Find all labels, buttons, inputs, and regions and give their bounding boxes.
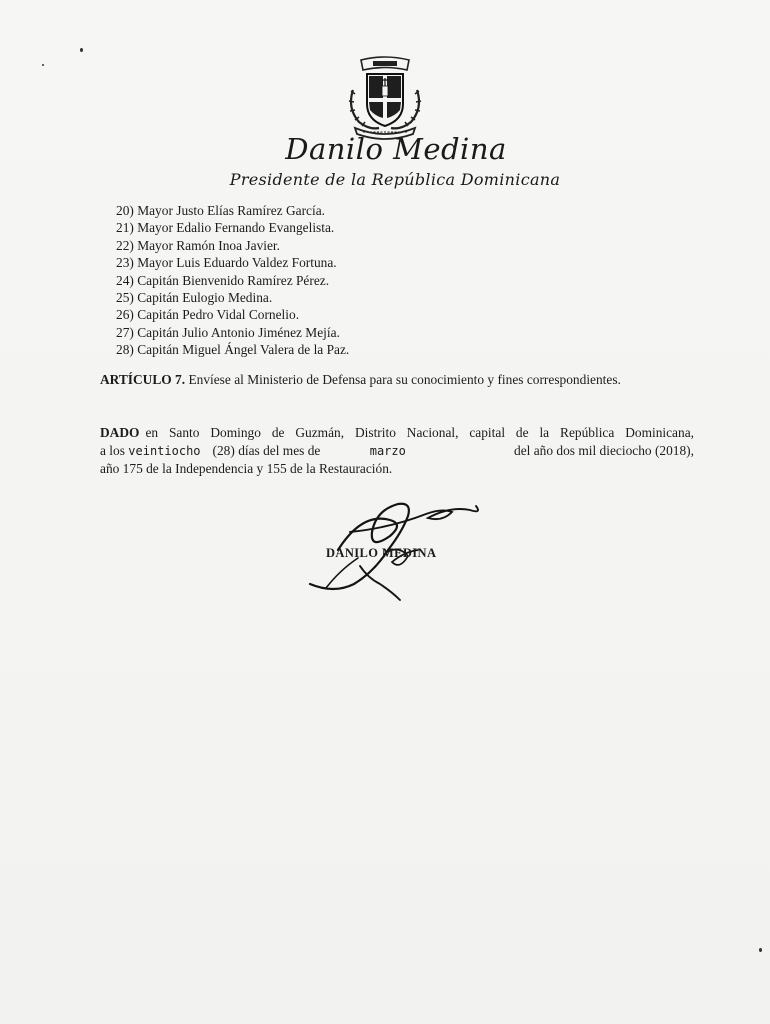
article-7-paragraph — [100, 372, 621, 388]
dado-month-typed: marzo — [369, 443, 406, 458]
list-item: 23) Mayor Luis Eduardo Valdez Fortuna. — [116, 255, 337, 271]
dado-day-typed: veintiocho — [128, 443, 201, 458]
article-label: ARTÍCULO 7. — [100, 372, 186, 387]
list-item: 20) Mayor Justo Elías Ramírez García. — [116, 203, 325, 218]
list-item: 25) Capitán Eulogio Medina. — [116, 290, 273, 306]
list-item: 26) Capitán Pedro Vidal Cornelio. — [116, 307, 300, 323]
article-text: Envíese al Ministerio de Defensa para su conocimiento y fines correspondientes. — [188, 372, 621, 387]
dado-line-3-text: año 175 de la Independencia y 155 de la Restauración. — [100, 461, 393, 476]
dado-line-3 — [100, 460, 694, 478]
dado-line-1 — [100, 424, 694, 442]
dado-paragraph — [100, 424, 694, 478]
scan-speck — [759, 948, 762, 952]
list-item: 22) Mayor Ramón Inoa Javier. — [116, 237, 280, 253]
list-item: 27) Capitán Julio Antonio Jiménez Mejía. — [116, 324, 340, 340]
header-name: Danilo Medina — [285, 132, 507, 166]
list-item: 24) Capitán Bienvenido Ramírez Pérez. — [116, 272, 330, 288]
dado-line-1-text: en Santo Domingo de Guzmán, Distrito Nacional, capital de la República Dominicana, — [145, 425, 694, 440]
dado-line-2-start — [100, 442, 406, 461]
dado-line-2-prefix: a los — [100, 442, 125, 458]
header-title: Presidente de la República Dominicana — [229, 170, 561, 189]
scan-speck — [42, 64, 44, 66]
coat-of-arms-icon — [345, 56, 425, 140]
officer-list — [116, 202, 349, 359]
signatory-printed-name: DANILO MEDINA — [326, 546, 437, 560]
dado-label: DADO — [100, 425, 140, 440]
list-item: 21) Mayor Edalio Fernando Evangelista. — [116, 220, 335, 236]
dado-line-2-middle: (28) días del mes de — [212, 442, 321, 458]
dado-line-2 — [100, 442, 694, 461]
dado-line-2-suffix: del año dos mil dieciocho (2018), — [514, 442, 694, 458]
scan-speck — [80, 48, 83, 52]
list-item: 28) Capitán Miguel Ángel Valera de la Paz. — [116, 342, 350, 358]
